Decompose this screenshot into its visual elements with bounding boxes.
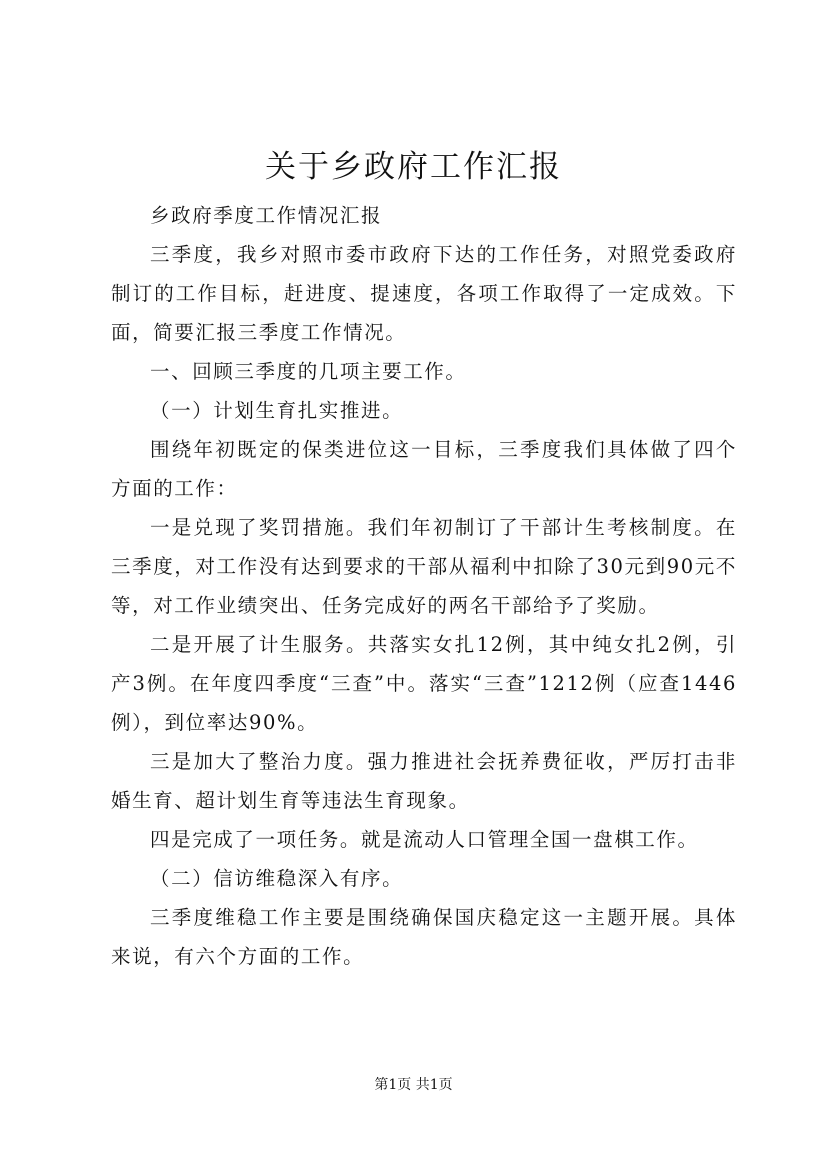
paragraph: 围绕年初既定的保类进位这一目标，三季度我们具体做了四个方面的工作：: [111, 438, 737, 500]
section-heading: 一、回顾三季度的几项主要工作。: [150, 360, 467, 383]
paragraph: 一是兑现了奖罚措施。我们年初制订了干部计生考核制度。在三季度，对工作没有达到要求的干部从福利中扣除了30元到90元不等，对工作业绩突出、任务完成好的两名干部给予了奖励。: [111, 516, 737, 617]
paragraph: 三季度维稳工作主要是围绕确保国庆稳定这一主题开展。具体来说，有六个方面的工作。: [111, 906, 737, 968]
page-footer: 第1页 共1页: [374, 1077, 453, 1093]
paragraph: 四是完成了一项任务。就是流动人口管理全国一盘棋工作。: [150, 828, 699, 851]
document-body: [111, 196, 737, 976]
subsection-heading: （一）计划生育扎实推进。: [150, 399, 404, 422]
paragraph: 二是开展了计生服务。共落实女扎12例，其中纯女扎2例，引产3例。在年度四季度“三查”中。落实“三查”1212例（应查1446例），到位率达90%。: [111, 633, 737, 734]
paragraph: 三季度，我乡对照市委市政府下达的工作任务，对照党委政府制订的工作目标，赶进度、提速度，各项工作取得了一定成效。下面，简要汇报三季度工作情况。: [111, 243, 737, 344]
subsection-heading: （二）信访维稳深入有序。: [150, 867, 404, 890]
paragraph: 三是加大了整治力度。强力推进社会抚养费征收，严厉打击非婚生育、超计划生育等违法生育现象。: [111, 750, 737, 812]
paragraph: 乡政府季度工作情况汇报: [150, 204, 383, 227]
document-title: 关于乡政府工作汇报: [265, 149, 562, 185]
